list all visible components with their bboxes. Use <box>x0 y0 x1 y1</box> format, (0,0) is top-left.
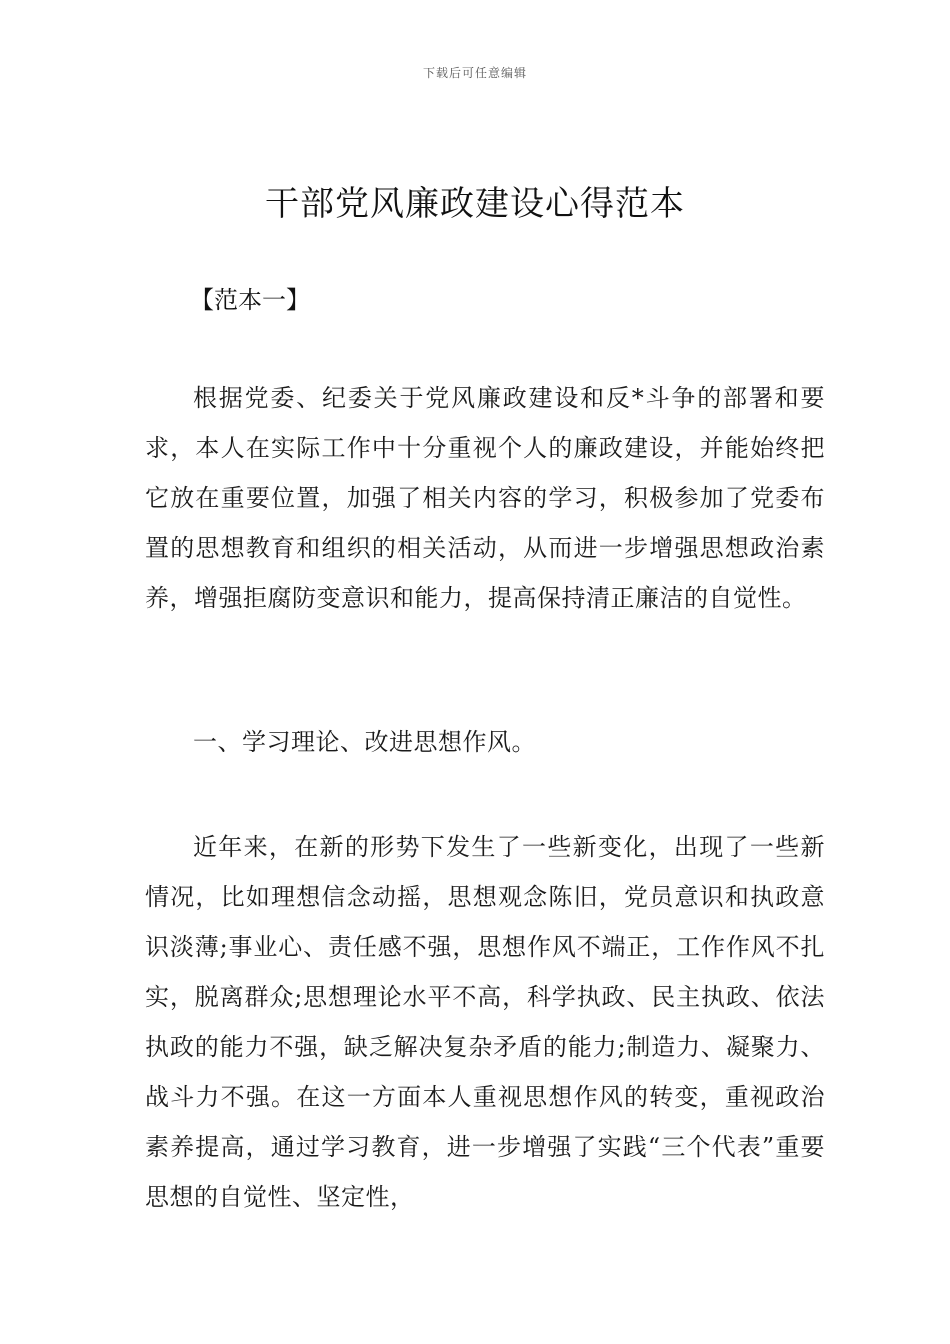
section-heading-1: 一、学习理论、改进思想作风。 <box>193 728 536 756</box>
header-note: 下载后可任意编辑 <box>422 66 527 80</box>
body-paragraph-1: 根据党委、纪委关于党风廉政建设和反*斗争的部署和要求，本人在实际工作中十分重视个人的廉政建设，并能始终把它放在重要位置，加强了相关内容的学习，积极参加了党委布置的思想教育和组织的相关活动，从而进一步增强思想政治素养，增强拒腐防变意识和能力，提高保持清正廉洁的自觉性。 <box>145 384 825 612</box>
document-title: 干部党风廉政建设心得范本 <box>265 184 685 224</box>
body-paragraph-2: 近年来，在新的形势下发生了一些新变化，出现了一些新情况，比如理想信念动摇，思想观念陈旧，党员意识和执政意识淡薄;事业心、责任感不强，思想作风不端正，工作作风不扎实，脱离群众;思想理论水平不高，科学执政、民主执政、依法执政的能力不强，缺乏解决复杂矛盾的能力;制造力、凝聚力、战斗力不强。在这一方面本人重视思想作风的转变，重视政治素养提高，通过学习教育，进一步增强了实践“三个代表”重要思想的自觉性、坚定性， <box>145 833 825 1211</box>
section-tag: 【范本一】 <box>190 286 310 314</box>
